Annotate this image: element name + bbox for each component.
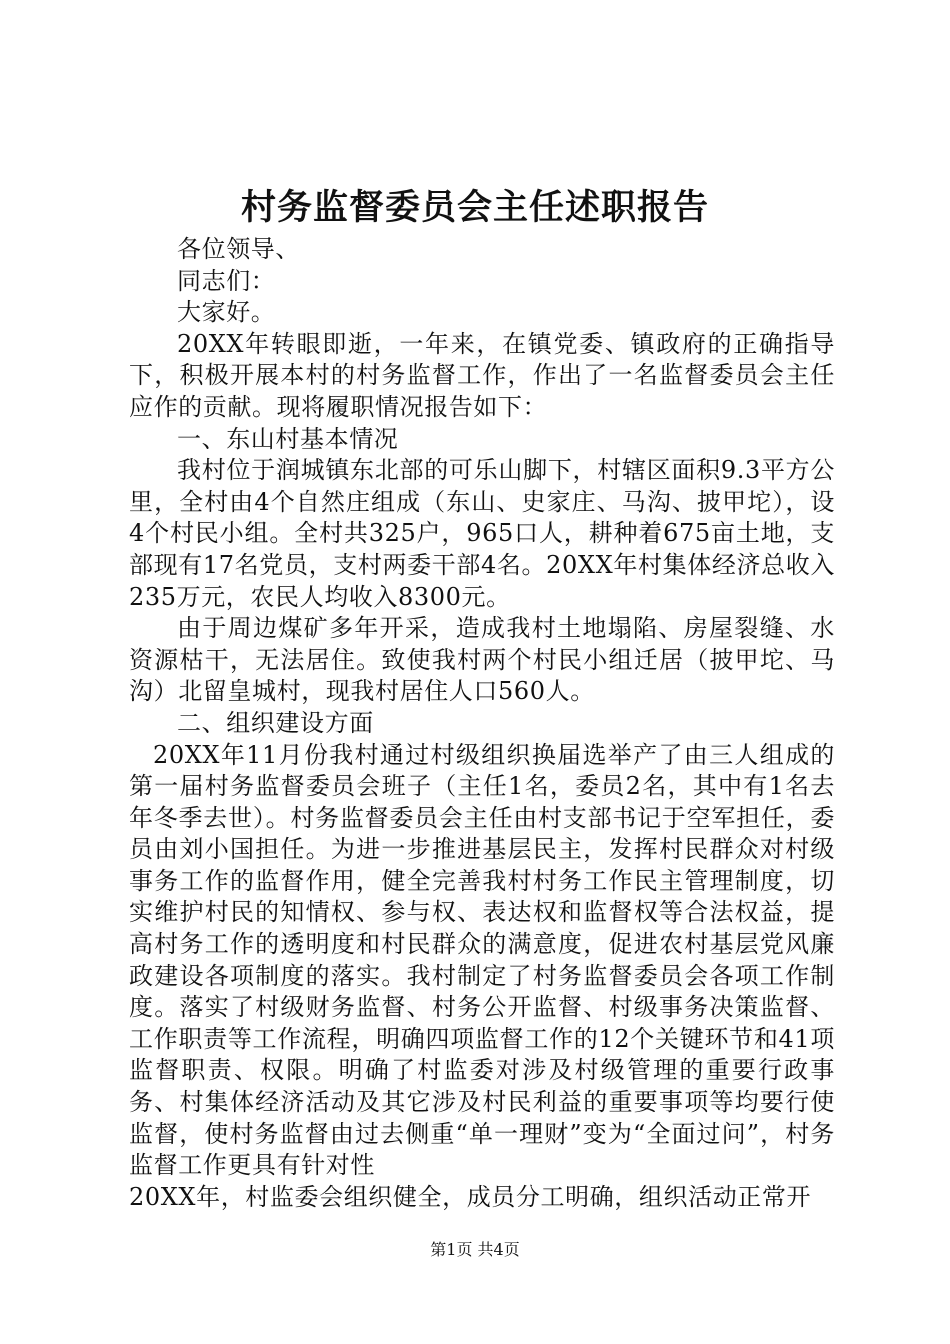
- village-info-paragraph: 我村位于润城镇东北部的可乐山脚下，村辖区面积9.3平方公里，全村由4个自然庄组成（东山、史家庄、马沟、披甲坨），设4个村民小组。全村共325户，965口人，耕种着675亩土地，支部现有17名党员，支村两委干部4名。20XX年村集体经济总收入235万元，农民人均收入8300元。: [129, 456, 835, 611]
- section-heading-basic-info: 一、东山村基本情况: [177, 424, 399, 453]
- intro-paragraph: 20XX年转眼即逝，一年来，在镇党委、镇政府的正确指导下，积极开展本村的村务监督工作，作出了一名监督委员会主任应作的贡献。现将履职情况报告如下：: [129, 329, 835, 421]
- organization-paragraph: 20XX年11月份我村通过村级组织换届选举产了由三人组成的第一届村务监督委员会班子（主任1名，委员2名，其中有1名去年冬季去世）。村务监督委员会主任由村支部书记于空军担任，委员由刘小国担任。为进一步推进基层民主，发挥村民群众对村级事务工作的监督作用，健全完善我村村务工作民主管理制度，切实维护村民的知情权、参与权、表达权和监督权等合法权益，提高村务工作的透明度和村民群众的满意度，促进农村基层党风廉政建设各项制度的落实。我村制定了村务监督委员会各项工作制度。落实了村级财务监督、村务公开监督、村级事务决策监督、工作职责等工作流程，明确四项监督工作的12个关键环节和41项监督职责、权限。明确了村监委对涉及村级管理的重要行政事务、村集体经济活动及其它涉及村民利益的重要事项等均要行使监督，使村务监督由过去侧重“单一理财”变为“全面过问”，村务监督工作更具有针对性: [129, 740, 835, 1180]
- salutation-comrades: 同志们：: [177, 266, 276, 295]
- page-footer: 第1页 共4页: [430, 1240, 520, 1259]
- salutation-leaders: 各位领导、: [177, 235, 300, 263]
- greeting: 大家好。: [177, 298, 276, 327]
- document-title: 村务监督委员会主任述职报告: [240, 187, 709, 228]
- document-body: [129, 234, 835, 1213]
- organization-continued-paragraph: 20XX年，村监委会组织健全，成员分工明确，组织活动正常开: [129, 1182, 812, 1211]
- section-heading-organization: 二、组织建设方面: [177, 708, 374, 737]
- mining-impact-paragraph: 由于周边煤矿多年开采，造成我村土地塌陷、房屋裂缝、水资源枯干，无法居住。致使我村两个村民小组迁居（披甲坨、马沟）北留皇城村，现我村居住人口560人。: [129, 614, 835, 706]
